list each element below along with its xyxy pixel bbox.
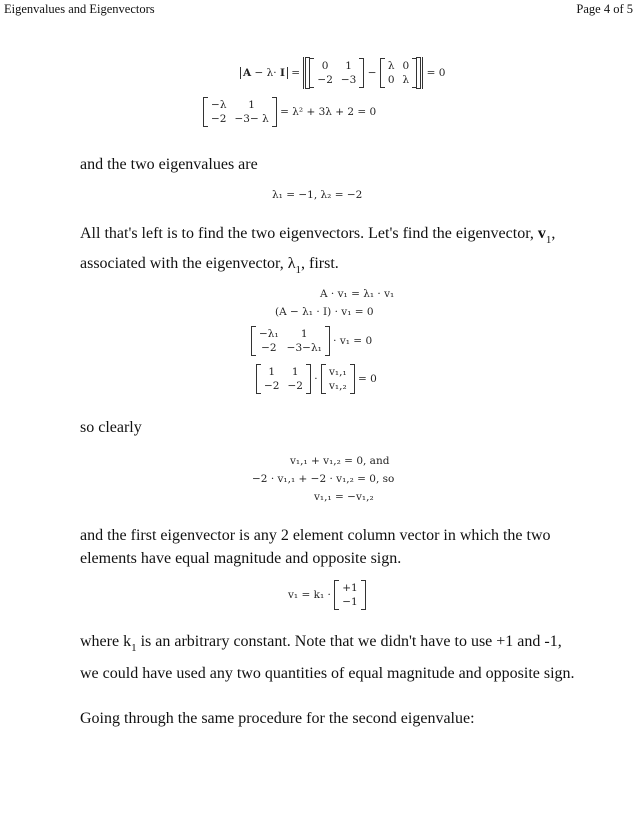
paragraph-arbitrary-constant: where $k_1$ is an arbitrary constant. Note that we didn't have to use +1 and -1, we could have used any two quantities of equal magnitude and opposite sign.: [80, 633, 575, 682]
paragraph-so-clearly: so clearly: [80, 419, 142, 436]
equation-characteristic-det: A − λ· I = 0 1 −2 −3 − λ 0 0 λ = 0: [240, 57, 445, 89]
equation-characteristic-poly: −λ 1 −2 −3− λ = λ² + 3λ + 2 = 0: [203, 97, 376, 127]
matrix-cell: −3−λ₁: [286, 342, 322, 354]
matrix-a: [313, 59, 360, 87]
matrix-cell: 0: [402, 60, 410, 72]
matrix-a-minus-lambda1: [255, 327, 326, 355]
matrix-lambda-i: [384, 59, 413, 87]
equation-v1: v₁ = k₁ · +1 −1: [288, 580, 366, 610]
matrix-cell: λ: [387, 60, 395, 72]
matrix-cell: 1: [291, 366, 299, 378]
matrix-cell: +1: [342, 582, 358, 594]
matrix-a-minus-lambda: [207, 98, 273, 126]
matrix-cell: −2: [264, 380, 280, 392]
matrix-cell: −λ₁: [259, 328, 279, 340]
matrix-cell: 0: [387, 74, 395, 86]
equation-component-3: v₁,₁ = −v₁,₂: [314, 491, 374, 503]
matrix-cell: −3− λ: [234, 113, 269, 125]
matrix-cell: −2: [287, 380, 303, 392]
matrix-cell: −3: [340, 74, 357, 86]
matrix-cell: −2: [211, 113, 227, 125]
matrix-cell: v₁,₂: [328, 380, 347, 392]
matrix-cell: 1: [300, 328, 308, 340]
matrix-numeric: [260, 365, 307, 393]
matrix-cell: v₁,₁: [328, 366, 347, 378]
equation-eigen-def: A · v₁ = λ₁ · v₁: [320, 288, 395, 300]
paragraph-find-eigenvectors: All that's left is to find the two eigenvectors. Let's find the eigenvector, $v_1$, associated with the eigenvector, $\lambda_1$, first.: [80, 225, 556, 276]
paragraph-eigenvalues-intro: and the two eigenvalues are: [80, 156, 258, 173]
equation-eigen-matrix: −λ₁ 1 −2 −3−λ₁ · v₁ = 0: [251, 326, 372, 356]
equation-component-1: v₁,₁ + v₁,₂ = 0, and: [290, 455, 390, 467]
matrix-cell: 1: [248, 99, 255, 111]
equation-eigen-rearranged: (A − λ₁ · I) · v₁ = 0: [275, 306, 374, 318]
vector-plus-minus-one: [338, 581, 361, 609]
page-number: Page 4 of 5: [576, 2, 633, 16]
vector-v1-components: [325, 365, 351, 393]
paragraph-first-eigenvector: and the first eigenvector is any 2 element column vector in which the two elements have equal magnitude and opposite sign.: [80, 527, 551, 567]
equation-eigenvalues: λ₁ = −1, λ₂ = −2: [272, 189, 363, 201]
matrix-cell: −2: [261, 342, 277, 354]
header-title: Eigenvalues and Eigenvectors: [4, 2, 155, 16]
paragraph-second-eigenvalue: Going through the same procedure for the second eigenvalue:: [80, 710, 475, 727]
matrix-cell: −λ: [211, 99, 227, 111]
matrix-cell: 0: [321, 60, 329, 72]
matrix-cell: 1: [268, 366, 276, 378]
matrix-cell: λ: [402, 74, 410, 86]
equation-component-2: −2 · v₁,₁ + −2 · v₁,₂ = 0, so: [252, 473, 395, 485]
matrix-cell: −2: [317, 74, 333, 86]
matrix-cell: −1: [342, 596, 358, 608]
matrix-cell: 1: [345, 60, 352, 72]
equation-eigen-numeric: 1 1 −2 −2 · v₁,₁ v₁,₂ = 0: [256, 364, 377, 394]
